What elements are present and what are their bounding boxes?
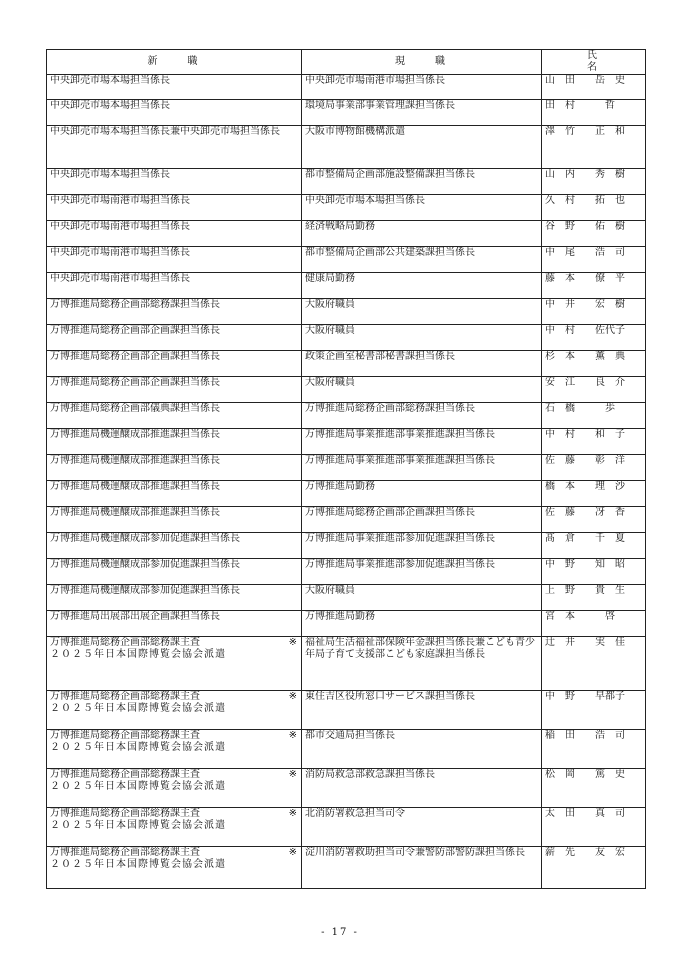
current-position-cell: 健康局勤務 <box>302 273 542 299</box>
table-row <box>47 481 646 507</box>
new-position-text: 万博推進局機運醸成部推進課担当係長 <box>50 429 220 440</box>
current-position-cell: 大阪府職員 <box>302 377 542 403</box>
note-mark: ※ <box>288 808 297 819</box>
table-header-row <box>47 50 646 75</box>
new-position-text: 万博推進局総務企画部企画課担当係長 <box>50 325 220 336</box>
new-position-text: 万博推進局総務企画部総務課主査 <box>50 769 200 780</box>
new-position-secondary: ２０２５年日本国際博覧会協会派遣 <box>50 742 226 753</box>
page-number: - 17 - <box>321 927 359 938</box>
table-row <box>47 75 646 100</box>
new-position-text: 万博推進局総務企画部総務課主査 <box>50 730 200 741</box>
new-position-cell <box>47 585 302 611</box>
table-row <box>47 273 646 299</box>
new-position-text: 中央卸売市場本場担当係長兼中央卸売市場担当係長 <box>50 126 280 137</box>
person-name-cell: 石 橋 歩 <box>542 403 646 429</box>
current-position-cell: 万博推進局事業推進部参加促進課担当係長 <box>302 559 542 585</box>
new-position-cell <box>47 691 302 730</box>
new-position-text: 万博推進局機運醸成部参加促進課担当係長 <box>50 533 240 544</box>
note-mark: ※ <box>288 691 297 702</box>
new-position-text: 中央卸売市場南港市場担当係長 <box>50 273 190 284</box>
new-position-secondary: ２０２５年日本国際博覧会協会派遣 <box>50 649 226 660</box>
new-position-text: 中央卸売市場本場担当係長 <box>50 169 170 180</box>
table-row <box>47 559 646 585</box>
new-position-cell <box>47 126 302 169</box>
current-position-cell: 万博推進局勤務 <box>302 481 542 507</box>
new-position-cell <box>47 533 302 559</box>
current-position-cell: 淀川消防署救助担当司令兼警防部警防課担当係長 <box>302 847 542 889</box>
person-name-cell: 松 岡 篤 史 <box>542 769 646 808</box>
table-row <box>47 808 646 847</box>
new-position-cell <box>47 100 302 126</box>
new-position-text: 万博推進局機運醸成部推進課担当係長 <box>50 507 220 518</box>
person-name-cell: 中 村 和 子 <box>542 429 646 455</box>
new-position-cell <box>47 403 302 429</box>
note-mark: ※ <box>288 637 297 648</box>
new-position-cell <box>47 559 302 585</box>
current-position-cell: 都市整備局企画部公共建築課担当係長 <box>302 247 542 273</box>
table-row <box>47 691 646 730</box>
new-position-cell <box>47 808 302 847</box>
table-row <box>47 730 646 769</box>
new-position-secondary: ２０２５年日本国際博覧会協会派遣 <box>50 820 226 831</box>
new-position-text: 万博推進局機運醸成部参加促進課担当係長 <box>50 559 240 570</box>
new-position-cell <box>47 273 302 299</box>
new-position-secondary: ２０２５年日本国際博覧会協会派遣 <box>50 703 226 714</box>
new-position-cell <box>47 429 302 455</box>
current-position-cell: 万博推進局事業推進部参加促進課担当係長 <box>302 533 542 559</box>
new-position-text: 中央卸売市場南港市場担当係長 <box>50 221 190 232</box>
person-name-cell: 佐 藤 冴 香 <box>542 507 646 533</box>
new-position-secondary: ２０２５年日本国際博覧会協会派遣 <box>50 781 226 792</box>
person-name-cell: 辻 井 実 佳 <box>542 637 646 691</box>
note-mark: ※ <box>288 730 297 741</box>
current-position-cell: 都市交通局担当係長 <box>302 730 542 769</box>
new-position-text: 万博推進局総務企画部儀典課担当係長 <box>50 403 220 414</box>
new-position-cell <box>47 637 302 691</box>
new-position-text: 中央卸売市場本場担当係長 <box>50 75 170 86</box>
person-name-cell: 稲 田 浩 司 <box>542 730 646 769</box>
person-name-cell: 中 野 早都子 <box>542 691 646 730</box>
current-position-cell: 都市整備局企画部施設整備課担当係長 <box>302 169 542 195</box>
person-name-cell: 杉 本 薫 典 <box>542 351 646 377</box>
new-position-text: 万博推進局機運醸成部参加促進課担当係長 <box>50 585 240 596</box>
table-row <box>47 769 646 808</box>
new-position-text: 中央卸売市場南港市場担当係長 <box>50 247 190 258</box>
current-position-cell: 万博推進局事業推進部事業推進課担当係長 <box>302 429 542 455</box>
personnel-table <box>46 49 646 889</box>
person-name-cell: 田 村 哲 <box>542 100 646 126</box>
table-row <box>47 299 646 325</box>
person-name-cell: 太 田 真 司 <box>542 808 646 847</box>
table-row <box>47 611 646 637</box>
new-position-cell <box>47 481 302 507</box>
header-new-position: 新職 <box>47 50 302 75</box>
table-row <box>47 585 646 611</box>
new-position-cell <box>47 299 302 325</box>
current-position-cell: 万博推進局総務企画部企画課担当係長 <box>302 507 542 533</box>
current-position-cell: 中央卸売市場南港市場担当係長 <box>302 75 542 100</box>
person-name-cell: 安 江 良 介 <box>542 377 646 403</box>
current-position-cell: 万博推進局勤務 <box>302 611 542 637</box>
table-row <box>47 507 646 533</box>
person-name-cell: 宮 本 啓 <box>542 611 646 637</box>
current-position-cell: 東住吉区役所窓口サービス課担当係長 <box>302 691 542 730</box>
person-name-cell: 中 尾 浩 司 <box>542 247 646 273</box>
person-name-cell: 山 内 秀 樹 <box>542 169 646 195</box>
person-name-cell: 上 野 貴 生 <box>542 585 646 611</box>
current-position-cell: 万博推進局総務企画部総務課担当係長 <box>302 403 542 429</box>
new-position-cell <box>47 75 302 100</box>
header-current-position: 現職 <box>302 50 542 75</box>
new-position-text: 万博推進局総務企画部企画課担当係長 <box>50 377 220 388</box>
new-position-text: 万博推進局出展部出展企画課担当係長 <box>50 611 220 622</box>
table-row <box>47 533 646 559</box>
new-position-cell <box>47 455 302 481</box>
current-position-cell: 政策企画室秘書部秘書課担当係長 <box>302 351 542 377</box>
new-position-cell <box>47 325 302 351</box>
table-row <box>47 100 646 126</box>
person-name-cell: 中 井 宏 樹 <box>542 299 646 325</box>
current-position-cell: 大阪市博物館機構派遣 <box>302 126 542 169</box>
new-position-text: 万博推進局総務企画部総務課担当係長 <box>50 299 220 310</box>
person-name-cell: 藤 本 僚 平 <box>542 273 646 299</box>
new-position-cell <box>47 769 302 808</box>
current-position-cell: 北消防署救急担当司令 <box>302 808 542 847</box>
table-row <box>47 325 646 351</box>
current-position-cell: 消防局救急部救急課担当係長 <box>302 769 542 808</box>
new-position-text: 万博推進局機運醸成部推進課担当係長 <box>50 455 220 466</box>
table-row <box>47 195 646 221</box>
new-position-text: 万博推進局総務企画部総務課主査 <box>50 847 200 858</box>
new-position-secondary: ２０２５年日本国際博覧会協会派遣 <box>50 859 226 870</box>
new-position-text: 中央卸売市場南港市場担当係長 <box>50 195 190 206</box>
person-name-cell: 中 村 佐代子 <box>542 325 646 351</box>
current-position-cell: 大阪府職員 <box>302 325 542 351</box>
new-position-cell <box>47 221 302 247</box>
current-position-cell: 環境局事業部事業管理課担当係長 <box>302 100 542 126</box>
current-position-cell: 万博推進局事業推進部事業推進課担当係長 <box>302 455 542 481</box>
header-name: 氏名 <box>542 50 646 75</box>
current-position-cell: 大阪府職員 <box>302 299 542 325</box>
new-position-text: 万博推進局総務企画部総務課主査 <box>50 808 200 819</box>
new-position-text: 万博推進局総務企画部総務課主査 <box>50 637 200 648</box>
table-row <box>47 847 646 889</box>
person-name-cell: 薪 先 友 宏 <box>542 847 646 889</box>
new-position-cell <box>47 730 302 769</box>
table-row <box>47 455 646 481</box>
new-position-cell <box>47 247 302 273</box>
new-position-cell <box>47 377 302 403</box>
table-row <box>47 351 646 377</box>
table-row <box>47 429 646 455</box>
note-mark: ※ <box>288 769 297 780</box>
new-position-cell <box>47 507 302 533</box>
new-position-cell <box>47 195 302 221</box>
new-position-text: 中央卸売市場本場担当係長 <box>50 100 170 111</box>
current-position-cell: 福祉局生活福祉部保険年金課担当係長兼こども青少年局子育て支援部こども家庭課担当係長 <box>302 637 542 691</box>
current-position-cell: 中央卸売市場本場担当係長 <box>302 195 542 221</box>
person-name-cell: 谷 野 佑 樹 <box>542 221 646 247</box>
person-name-cell: 久 村 拓 也 <box>542 195 646 221</box>
table-row <box>47 221 646 247</box>
new-position-cell <box>47 351 302 377</box>
new-position-cell <box>47 847 302 889</box>
person-name-cell: 佐 藤 彰 洋 <box>542 455 646 481</box>
person-name-cell: 澤 竹 正 和 <box>542 126 646 169</box>
person-name-cell: 中 野 知 昭 <box>542 559 646 585</box>
table-row <box>47 126 646 169</box>
new-position-cell <box>47 611 302 637</box>
table-row <box>47 377 646 403</box>
current-position-cell: 大阪府職員 <box>302 585 542 611</box>
current-position-cell: 経済戦略局勤務 <box>302 221 542 247</box>
new-position-text: 万博推進局機運醸成部推進課担当係長 <box>50 481 220 492</box>
table-row <box>47 169 646 195</box>
new-position-text: 万博推進局総務企画部企画課担当係長 <box>50 351 220 362</box>
new-position-text: 万博推進局総務企画部総務課主査 <box>50 691 200 702</box>
person-name-cell: 髙 倉 千 夏 <box>542 533 646 559</box>
new-position-cell <box>47 169 302 195</box>
table-row <box>47 637 646 691</box>
table-row <box>47 247 646 273</box>
person-name-cell: 橋 本 理 沙 <box>542 481 646 507</box>
note-mark: ※ <box>288 847 297 858</box>
table-row <box>47 403 646 429</box>
person-name-cell: 山 田 岳 史 <box>542 75 646 100</box>
